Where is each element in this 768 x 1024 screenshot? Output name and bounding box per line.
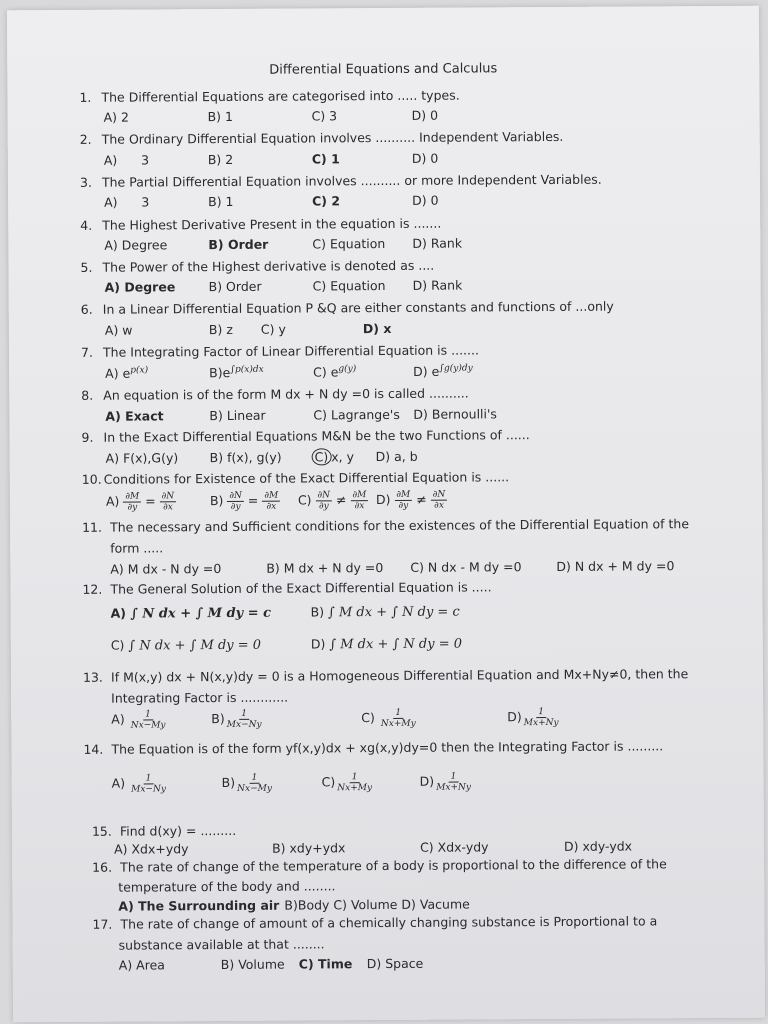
option-c: C) y (260, 321, 286, 337)
question-text: If M(x,y) dx + N(x,y)dy = 0 is a Homogeneous Differential Equation and Mx+Ny≠0, then the (110, 666, 689, 685)
question-number: 3. (79, 174, 92, 190)
option-b: B) f(x), g(y) (209, 449, 282, 466)
question-10 (82, 469, 509, 487)
question-number: 8. (81, 387, 94, 403)
question-14 (83, 738, 663, 757)
option-a: A) w (104, 322, 133, 338)
option-d: D) 0 (412, 192, 439, 208)
question-text: The necessary and Sufficient conditions for the existences of the Differential Equation of the (110, 516, 690, 535)
page-title: Differential Equations and Calculus (269, 61, 498, 78)
question-text: The Integrating Factor of Linear Differential Equation is ....... (102, 342, 479, 360)
question-number: 13. (82, 669, 103, 685)
option-b: B) Order (208, 236, 269, 253)
option-d: D) Rank (412, 235, 463, 251)
question-11 (82, 516, 689, 535)
option-c: C) Time (298, 956, 353, 972)
option-a: A) Exact (105, 408, 164, 424)
option-a: A) Xdx+ydy (113, 841, 189, 857)
option-d: D) xdy-ydx (563, 838, 633, 854)
question-text: The Power of the Highest derivative is denoted as .... (102, 257, 435, 275)
option-c: C) 2 (312, 193, 341, 209)
option-b: $B)e^{\int p(x)dx}$ (209, 364, 264, 381)
question-16 (92, 856, 667, 875)
question-number: 1. (79, 89, 92, 105)
question-number: 4. (80, 217, 93, 233)
option-d: D) N dx + M dy =0 (556, 558, 675, 574)
option-b: B) Linear (209, 407, 266, 424)
question-number: 10. (81, 471, 102, 487)
option-b: B) $\frac{\partial N}{\partial y}$ = $\frac{\partial M}{\partial x}$ (210, 491, 280, 512)
question-number: 17. (92, 916, 113, 932)
question-4 (80, 216, 441, 233)
question-text: The Differential Equations are categorised into ..... types. (101, 87, 460, 105)
question-8 (81, 385, 469, 402)
option-d: D) $\frac{1}{Mx+Ny}$ (507, 707, 559, 729)
option-c: C) 3 (311, 108, 338, 124)
option-d: D) Space (366, 955, 424, 972)
option-d: D) 0 (411, 107, 439, 123)
question-text: The Equation is of the form yf(x,y)dx + xg(x,y)dy=0 then the Integrating Factor is ......... (111, 738, 664, 757)
option-b: B) xdy+ydx (271, 840, 346, 856)
option-b: B) Order (208, 278, 262, 295)
option-c: C) $e^{g(y)}$ (313, 364, 357, 380)
option-d: D) x (362, 320, 392, 337)
question-1 (79, 88, 459, 105)
question-number: 16. (92, 859, 113, 875)
option-b: B) 2 (207, 151, 234, 168)
question-9 (81, 427, 529, 445)
question-text: In the Exact Differential Equations M&N be the two Functions of ...... (103, 427, 530, 445)
question-11-cont: form ..... (110, 540, 164, 556)
question-13 (83, 666, 688, 685)
option-a: A) $\frac{\partial M}{\partial y}$ = $\frac{\partial N}{\partial x}$ (106, 491, 176, 512)
option-d: D) ∫ M dx + ∫ N dy = 0 (310, 636, 463, 653)
question-number: 6. (80, 301, 93, 317)
option-c: C) 1 (311, 151, 340, 167)
option-c: C) $\frac{\partial N}{\partial y}$ ≠ $\frac{\partial M}{\partial x}$ (298, 490, 369, 511)
question-number: 15. (91, 823, 112, 839)
option-b: B) z (208, 321, 233, 338)
question-17-cont: substance available at that ........ (118, 936, 325, 953)
option-d: D) a, b (375, 448, 418, 465)
question-number: 12. (82, 581, 103, 597)
question-6 (81, 299, 614, 317)
question-7 (81, 342, 479, 359)
question-17 (92, 913, 657, 931)
option-a: A) F(x),G(y) (105, 450, 179, 466)
option-a: A) $\frac{1}{Mx-Ny}$ (111, 773, 166, 795)
option-a: A) $\frac{1}{Nx-My}$ (111, 709, 166, 731)
option-a: A) 3 (103, 152, 150, 168)
question-2 (80, 129, 564, 147)
option-a: A) ∫ N dx + ∫ M dy = c (110, 605, 272, 622)
question-text: In a Linear Differential Equation P &Q are either constants and functions of ...only (102, 298, 614, 317)
option-b: B) ∫ M dx + ∫ N dy = c (310, 604, 460, 621)
question-number: 7. (80, 344, 93, 360)
option-a: A) Area (118, 957, 165, 973)
question-text: Find d(xy) = ......... (119, 822, 237, 839)
option-d: D) $\frac{1}{Mx+Ny}$ (419, 771, 472, 793)
question-text: An equation is of the form M dx + N dy =0 is called .......... (103, 385, 469, 403)
question-text: The rate of change of amount of a chemically changing substance is Proportional to a (120, 913, 658, 932)
question-text: The rate of change of the temperature of a body is proportional to the difference of the (120, 856, 667, 875)
option-c: C) ∫ N dx + ∫ M dy = 0 (110, 637, 262, 654)
option-b: B) 1 (208, 193, 234, 210)
option-b: B) Volume (220, 956, 285, 973)
option-c: C) $\frac{1}{Nx+My}$ (321, 772, 373, 794)
option-c: C) $\frac{1}{Nx+My}$ (361, 707, 416, 730)
question-number: 9. (81, 429, 94, 445)
option-c: C) x, y (312, 449, 354, 464)
option-a: A) M dx - N dy =0 (110, 561, 222, 577)
option-c: C) Equation (312, 235, 386, 252)
question-12 (82, 579, 491, 596)
option-a: A) $e^{p(x)}$ (105, 365, 149, 381)
option-a: A) Degree (104, 237, 168, 253)
question-text: The General Solution of the Exact Differential Equation is ..... (110, 579, 492, 597)
option-c: C) Xdx-ydy (419, 839, 489, 855)
option-a: A) 3 (104, 194, 150, 210)
option-bcd: B)Body C) Volume D) Vacume (284, 896, 470, 913)
option-a: A) 2 (103, 109, 129, 125)
question-text: The Partial Differential Equation involves .......... or more Independent Variables. (101, 171, 602, 190)
option-c: C) N dx - M dy =0 (410, 559, 522, 575)
question-text: Conditions for Existence of the Exact Differential Equation is ...... (103, 469, 510, 487)
question-13-cont: Integrating Factor is ............ (111, 689, 289, 706)
option-d: D) $e^{\int g(y)dy}$ (413, 363, 473, 379)
question-5 (80, 258, 434, 275)
option-d: D) 0 (411, 150, 439, 166)
option-b: B) 1 (207, 108, 234, 125)
option-c: C) Equation (312, 277, 386, 294)
option-d: D) $\frac{\partial M}{\partial y}$ ≠ $\frac{\partial N}{\partial x}$ (376, 490, 447, 511)
question-text: The Ordinary Differential Equation involves .......... Independent Variables. (101, 128, 564, 147)
question-15 (92, 823, 236, 839)
question-number: 5. (80, 259, 93, 275)
option-a: A) Degree (104, 279, 176, 295)
option-b: B) $\frac{1}{Nx-My}$ (221, 772, 272, 794)
question-16-cont: temperature of the body and ........ (118, 878, 336, 895)
option-a: A) The Surrounding air (118, 897, 280, 914)
question-3 (80, 172, 602, 190)
question-number: 14. (83, 741, 104, 757)
question-number: 11. (82, 519, 103, 535)
option-b: B) $\frac{1}{Mx-Ny}$ (211, 708, 262, 730)
option-b: B) M dx + N dy =0 (266, 560, 384, 576)
question-text: The Highest Derivative Present in the equation is ....... (102, 215, 442, 233)
option-d: D) Bernoulli's (413, 406, 497, 422)
question-number: 2. (79, 131, 92, 147)
option-c: C) Lagrange's (313, 406, 400, 423)
exam-sheet (7, 6, 765, 1023)
option-d: D) Rank (412, 277, 463, 293)
